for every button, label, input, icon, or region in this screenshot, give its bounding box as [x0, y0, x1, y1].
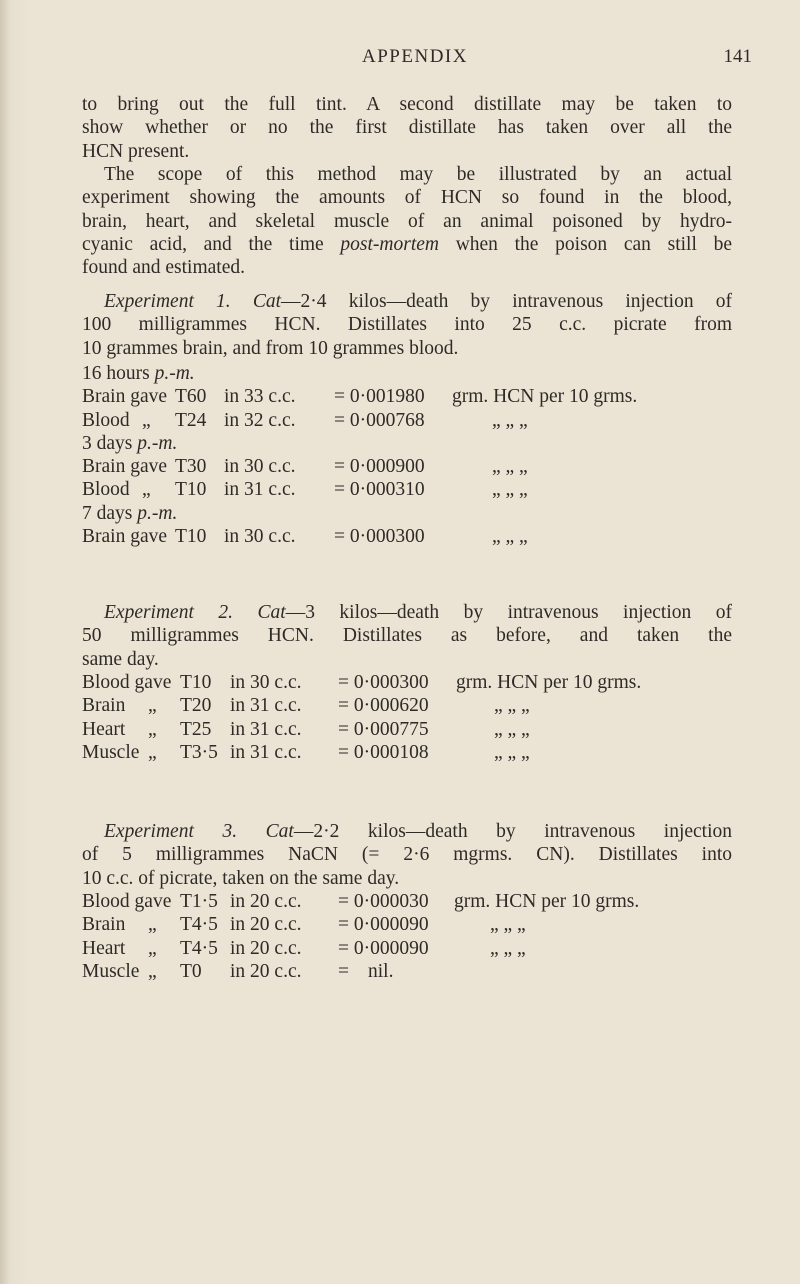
volume: in 31 c.c.	[230, 741, 302, 763]
unit: „ „ „	[494, 718, 530, 740]
table-row	[82, 479, 742, 502]
intro-paragraph-2	[82, 163, 732, 279]
ditto-mark: „	[142, 479, 151, 501]
table-row	[82, 695, 742, 718]
hcn-value: = 0·000310	[334, 479, 425, 501]
tint: T20	[180, 695, 212, 717]
text-line	[82, 820, 732, 843]
unit: „ „ „	[490, 914, 526, 936]
table-row	[82, 742, 742, 765]
table-row	[82, 526, 742, 549]
volume: in 33 c.c.	[224, 386, 296, 408]
volume: in 20 c.c.	[230, 891, 302, 912]
hcn-value: = 0·001980	[334, 386, 425, 408]
tint: T4·5	[180, 914, 218, 936]
text-line: 100 milligrammes HCN. Distillates into 25 c.c. picrate from	[82, 314, 732, 336]
ditto-mark: „	[148, 718, 157, 740]
tint: T10	[175, 479, 207, 501]
unit: grm. HCN per 10 grms.	[456, 672, 642, 693]
unit: „ „ „	[492, 456, 528, 478]
tissue: Brain gave	[82, 526, 168, 548]
tissue: Brain gave	[82, 386, 168, 408]
table-row	[82, 386, 742, 409]
unit: grm. HCN per 10 grms.	[454, 891, 640, 912]
tint: T30	[175, 456, 207, 478]
intro-paragraph-1	[82, 93, 732, 163]
table-row	[82, 961, 742, 984]
unit: nil.	[368, 960, 394, 982]
tissue: Muscle	[82, 960, 140, 982]
text-line: The scope of this method may be illustrated by an actual	[104, 164, 732, 185]
hcn-value: = 0·000775	[338, 718, 429, 740]
volume: in 31 c.c.	[230, 695, 302, 717]
ditto-mark: „	[148, 960, 157, 982]
unit: „ „ „	[492, 479, 528, 501]
experiment-label: Experiment 2.	[104, 602, 233, 623]
time-label: 7 days p.-m.	[82, 502, 178, 524]
page-number: 141	[723, 46, 752, 67]
text-line: show whether or no the first distillate has taken over all the	[82, 117, 732, 139]
volume: in 32 c.c.	[224, 409, 296, 431]
table-row	[82, 456, 742, 479]
table-row	[82, 891, 742, 914]
description-text: —2·4 kilos—death by intravenous injection of	[281, 291, 732, 312]
tint: T10	[175, 526, 207, 548]
tint: T0	[180, 960, 202, 982]
tint: T25	[180, 718, 212, 740]
ditto-mark: „	[148, 741, 157, 763]
text-line: 10 grammes brain, and from 10 grammes blood.	[82, 337, 459, 359]
table-row	[82, 672, 742, 695]
page-header	[70, 46, 760, 70]
hcn-value: = 0·000030	[338, 891, 429, 912]
text-line: HCN present.	[82, 140, 190, 162]
text-line	[82, 290, 732, 313]
volume: in 31 c.c.	[224, 479, 296, 501]
text-line: brain, heart, and skeletal muscle of an animal poisoned by hydro-	[82, 210, 732, 232]
tint: T60	[175, 386, 207, 408]
text-line: same day.	[82, 648, 159, 670]
ditto-mark: „	[142, 409, 151, 431]
ditto-mark: „	[148, 937, 157, 959]
time-heading	[82, 433, 742, 456]
volume: in 20 c.c.	[230, 960, 302, 982]
tint: T1·5	[180, 891, 218, 912]
table-row	[82, 410, 742, 433]
unit: „ „ „	[492, 526, 528, 548]
description-text: —2·2 kilos—death by intravenous injection	[293, 821, 733, 842]
time-heading	[82, 363, 742, 386]
text-line: of 5 milligrammes NaCN (= 2·6 mgrms. CN). Distillates into	[82, 844, 732, 866]
tint: T24	[175, 409, 207, 431]
description-text: —3 kilos—death by intravenous injection of	[285, 602, 732, 623]
tissue: Blood	[82, 409, 130, 431]
unit: „ „ „	[494, 695, 530, 717]
unit: „ „ „	[492, 409, 528, 431]
time-heading	[82, 503, 742, 526]
volume: in 20 c.c.	[230, 914, 302, 936]
ditto-mark: „	[148, 914, 157, 936]
ditto-mark: „	[148, 695, 157, 717]
volume: in 30 c.c.	[230, 672, 302, 693]
tissue: Brain	[82, 695, 126, 717]
unit: „ „ „	[494, 741, 530, 763]
tissue: Heart	[82, 937, 126, 959]
experiment-2-results	[82, 672, 742, 765]
text-line	[82, 601, 732, 624]
tint: T3·5	[180, 741, 218, 763]
experiment-label: Experiment 1.	[104, 291, 231, 312]
text-line: 50 milligrammes HCN. Distillates as before, and taken the	[82, 625, 732, 647]
experiment-3-results	[82, 891, 742, 984]
text-line: experiment showing the amounts of HCN so found in the blood,	[82, 187, 732, 209]
volume: in 31 c.c.	[230, 718, 302, 740]
table-row	[82, 938, 742, 961]
animal-label: Cat	[257, 602, 286, 623]
tissue: Blood	[82, 479, 130, 501]
text-line: to bring out the full tint. A second distillate may be taken to	[82, 94, 732, 115]
hcn-value: = 0·000108	[338, 741, 429, 763]
hcn-value: =	[338, 960, 349, 982]
table-row	[82, 719, 742, 742]
hcn-value: = 0·000620	[338, 695, 429, 717]
text-line: found and estimated.	[82, 257, 245, 279]
hcn-value: = 0·000300	[338, 672, 429, 693]
running-head: APPENDIX	[362, 46, 468, 67]
experiment-1-description	[82, 290, 732, 360]
time-label: 3 days p.-m.	[82, 432, 178, 454]
hcn-value: = 0·000090	[338, 914, 429, 936]
unit: grm. HCN per 10 grms.	[452, 386, 638, 408]
text-line: 10 c.c. of picrate, taken on the same day.	[82, 867, 400, 889]
tissue: Brain gave	[82, 456, 168, 478]
experiment-3-description	[82, 820, 732, 890]
tint: T10	[180, 672, 212, 693]
unit: „ „ „	[490, 937, 526, 959]
time-label: 16 hours p.-m.	[82, 363, 195, 384]
table-row	[82, 914, 742, 937]
tissue: Heart	[82, 718, 126, 740]
tissue: Blood gave	[82, 672, 172, 693]
experiment-1-results	[82, 363, 742, 549]
text-line: cyanic acid, and the time post-mortem when the poison can still be	[82, 233, 733, 255]
tissue: Muscle	[82, 741, 140, 763]
animal-label: Cat	[252, 291, 282, 312]
tissue: Blood gave	[82, 891, 172, 912]
volume: in 30 c.c.	[224, 526, 296, 548]
experiment-label: Experiment 3.	[104, 821, 238, 842]
hcn-value: = 0·000768	[334, 409, 425, 431]
hcn-value: = 0·000300	[334, 526, 425, 548]
experiment-2-description	[82, 601, 732, 671]
tissue: Brain	[82, 914, 126, 936]
volume: in 20 c.c.	[230, 937, 302, 959]
animal-label: Cat	[265, 821, 294, 842]
volume: in 30 c.c.	[224, 456, 296, 478]
hcn-value: = 0·000090	[338, 937, 429, 959]
hcn-value: = 0·000900	[334, 456, 425, 478]
tint: T4·5	[180, 937, 218, 959]
